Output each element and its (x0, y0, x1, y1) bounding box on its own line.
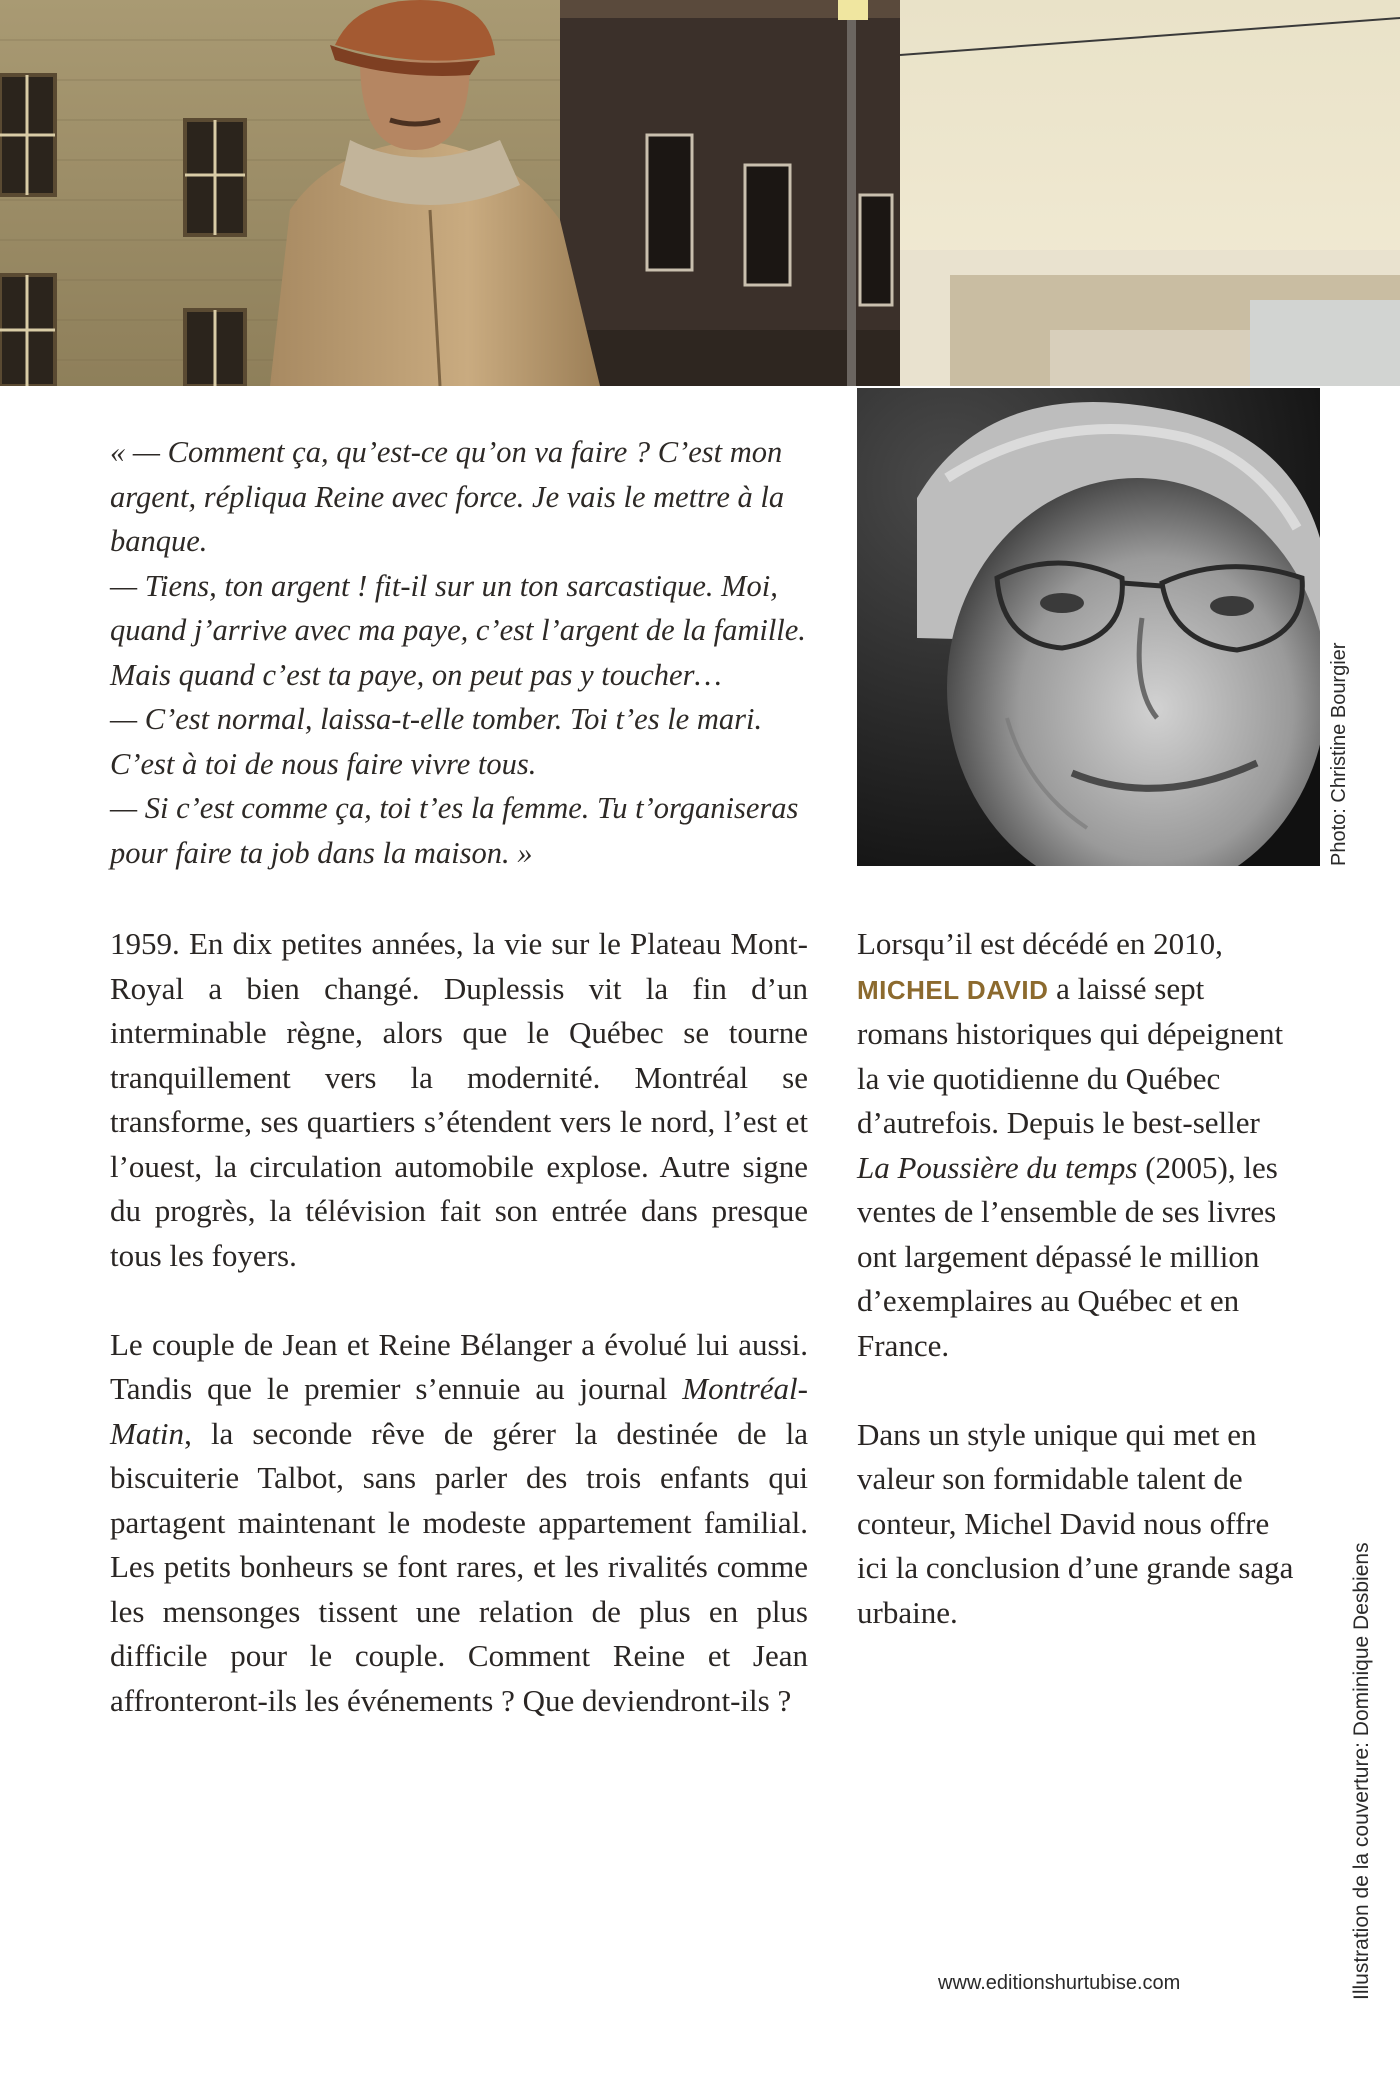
synopsis (110, 922, 808, 1768)
synopsis-text: Le couple de Jean et Reine Bélanger a évolué lui aussi. Tandis que le premier s’ennuie au journal (110, 1326, 808, 1406)
publisher-website[interactable]: www.editionshurtubise.com (938, 1972, 1181, 1994)
book-title: La Poussière du temps (857, 1149, 1138, 1185)
illustration-credit: Illustration de la couverture: Dominique Desbiens (1350, 1542, 1373, 2000)
bio-text: a laissé sept romans historiques qui dépeignent la vie quotidienne du Québec d’autrefois. Depuis le best-seller (857, 970, 1284, 1140)
newspaper-title: Montréal-Matin (110, 1371, 808, 1451)
author-name: MICHEL DAVID (857, 974, 1049, 1005)
quote-line: — Tiens, ton argent ! fit-il sur un ton sarcastique. Moi, quand j’arrive avec ma paye, c’est l’argent de la famille. Mais quand c’est ta paye, on peut pas y toucher… (110, 568, 806, 692)
street-scene-painting (0, 0, 1400, 386)
bio-text: (2005), les ventes de l’ensemble de ses livres ont largement dépassé le million d’exemplaires au Québec et en France. (857, 1149, 1278, 1363)
quote-line: — Si c’est comme ça, toi t’es la femme. Tu t’organiseras pour faire ta job dans la maison. » (110, 791, 799, 870)
bio-paragraph-1 (857, 922, 1297, 1368)
author-photo (857, 388, 1320, 866)
synopsis-text: , la seconde rêve de gérer la destinée de la biscuiterie Talbot, sans parler des trois enfants qui partagent maintenant le modeste appartement familial. Les petits bonheurs se font rares, et les rivalités comme les mensonges tissent une relation de plus en plus difficile pour le couple. Comment Reine et Jean affronteront-ils les événements ? Que deviendront-ils ? (110, 1415, 808, 1718)
photo-credit: Photo: Christine Bourgier (1328, 642, 1350, 866)
cover-illustration (0, 0, 1400, 386)
lamp-post (847, 15, 856, 386)
quote-line: « — Comment ça, qu’est-ce qu’on va faire ? C’est mon argent, répliqua Reine avec force. Je vais le mettre à la banque. (110, 435, 785, 558)
quote-line: — C’est normal, laissa-t-elle tomber. Toi t’es le mari. C’est à toi de nous faire vivre tous. (110, 702, 763, 781)
synopsis-paragraph-1: 1959. En dix petites années, la vie sur le Plateau Mont-Royal a bien changé. Duplessis vit la fin d’un interminable règne, alors que le Québec se tourne tranquillement vers la modernité. Montréal se transforme, ses quartiers s’étendent vers le nord, l’est et l’ouest, la circulation automobile explose. Autre signe du progrès, la télévision fait son entrée dans presque tous les foyers. (110, 926, 808, 1273)
bio-paragraph-2: Dans un style unique qui met en valeur son formidable talent de conteur, Michel David nous offre ici la conclusion d’une grande saga urbaine. (857, 1416, 1294, 1630)
excerpt-quote (110, 430, 815, 875)
author-bio (857, 922, 1297, 1680)
bio-text: Lorsqu’il est décédé en 2010, (857, 926, 1223, 961)
synopsis-paragraph-2 (110, 1323, 808, 1724)
